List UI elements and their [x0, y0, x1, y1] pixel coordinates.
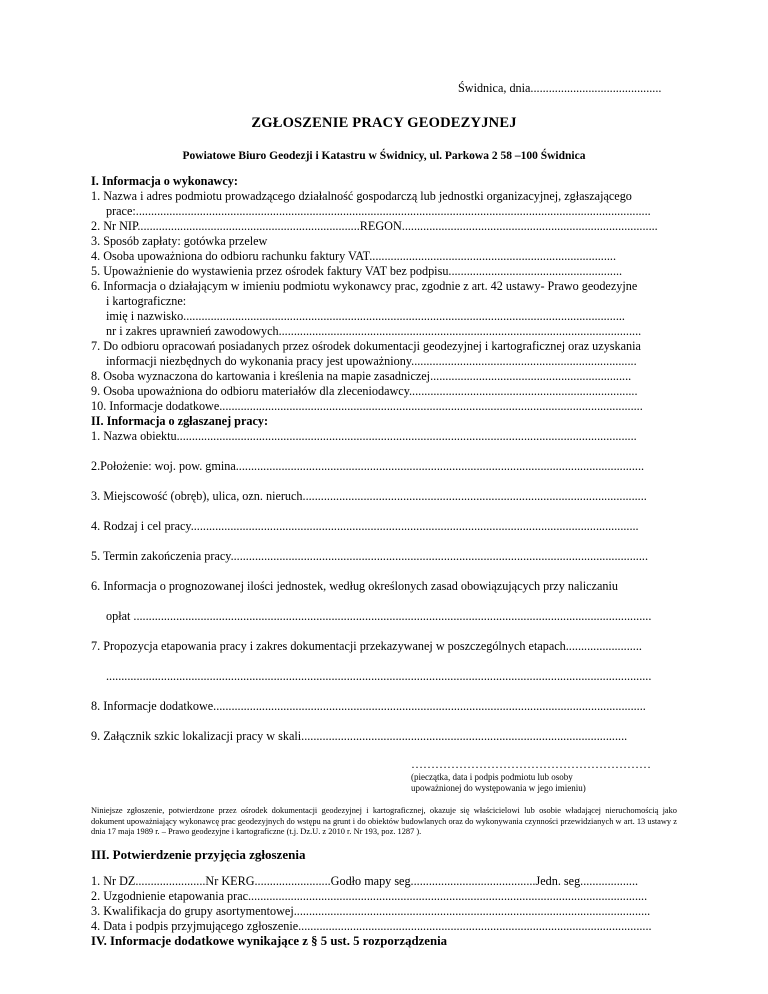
section-1-line: 3. Sposób zapłaty: gotówka przelew [91, 234, 268, 248]
section-2-line: 8. Informacje dodatkowe.............................................................................................................................................. [91, 699, 646, 713]
section-3-line: 2. Uzgodnienie etapowania prac................................................................................................................................... [91, 889, 648, 903]
section-2-line: 9. Załącznik szkic lokalizacji pracy w skali........................................................................................................... [91, 729, 628, 743]
section-1-line: 9. Osoba upoważniona do odbioru materiałów dla zleceniodawcy........................................................................... [91, 384, 638, 398]
section-1-line: 1. Nazwa i adres podmiotu prowadzącego działalność gospodarczą lub jednostki organizacyjnej, zgłaszającego [91, 189, 632, 203]
legal-notice: Niniejsze zgłoszenie, potwierdzone przez ośrodek dokumentacji geodezyjnej i kartograficznej, okazuje się właścicielowi lub osobie władającej nieruchomością jako dokument upoważniający wykonawcę prac geodezyjnych do wstępu na grunt i do obiektów budowlanych oraz do wykonywania czynności przewidzianych w art. 13 ustawy z dnia 17 maja 1989 r. – Prawo geodezyjne i kartograficzne (t.j. Dz.U. z 2010 r. Nr 193, poz. 1287 ). [91, 806, 677, 837]
section-1-line: i kartograficzne: [106, 294, 187, 308]
document-subtitle: Powiatowe Biuro Geodezji i Katastru w Świdnicy, ul. Parkowa 2 58 –100 Świdnica [182, 150, 586, 162]
section-1-line: informacji niezbędnych do wykonania pracy jest upoważniony.......................................................................... [106, 354, 637, 368]
section-1-line: 8. Osoba wyznaczona do kartowania i kreślenia na mapie zasadniczej.................................................................. [91, 369, 632, 383]
signature-caption: upoważnionej do występowania w jego imieniu) [411, 783, 586, 793]
section-2-heading: II. Informacja o zgłaszanej pracy: [91, 414, 269, 428]
section-3-line: 3. Kwalifikacja do grupy asortymentowej..................................................................................................................... [91, 904, 651, 918]
section-2-line: opłat .......................................................................................................................................................................... [106, 609, 652, 623]
section-1-line: 6. Informacja o działającym w imieniu podmiotu wykonawcy prac, zgodnie z art. 42 ustawy- Prawo geodezyjne [91, 279, 638, 293]
signature-caption: (pieczątka, data i podpis podmiotu lub osoby [411, 772, 573, 782]
section-1-line: 7. Do odbioru opracowań posiadanych przez ośrodek dokumentacji geodezyjnej i kartograficznej oraz uzyskania [91, 339, 641, 353]
section-1-line: nr i zakres uprawnień zawodowych....................................................................................................................... [106, 324, 642, 338]
section-1-heading: I. Informacja o wykonawcy: [91, 174, 238, 188]
section-1-line: imię i nazwisko................................................................................................................................................. [106, 309, 625, 323]
section-2-line: 2.Położenie: woj. pow. gmina...................................................................................................................................... [91, 459, 645, 473]
section-2-line: 5. Termin zakończenia pracy......................................................................................................................................... [91, 549, 648, 563]
section-3-line: 4. Data i podpis przyjmującego zgłoszenie.................................................................................................................... [91, 919, 652, 933]
section-2-line: 6. Informacja o prognozowanej ilości jednostek, według określonych zasad obowiązujących przy naliczaniu [91, 579, 618, 593]
signature-line: …………………………………………………… [411, 757, 651, 771]
section-3-line: 1. Nr DZ.......................Nr KERG.........................Godło mapy seg.........................................Jedn. seg................... [91, 874, 639, 888]
section-1-line: 4. Osoba upoważniona do odbioru rachunku faktury VAT................................................................................. [91, 249, 617, 263]
section-4-heading: IV. Informacje dodatkowe wynikające z § 5 ust. 5 rozporządzenia [91, 934, 448, 948]
section-2-line: 1. Nazwa obiektu....................................................................................................................................................... [91, 429, 637, 443]
section-1-line: 10. Informacje dodatkowe........................................................................................................................................... [91, 399, 643, 413]
section-1-line: 2. Nr NIP.........................................................................REGON.................................................................................... [91, 219, 658, 233]
section-1-line: 5. Upoważnienie do wystawienia przez ośrodek faktury VAT bez podpisu......................................................... [91, 264, 623, 278]
place-date-line: Świdnica, dnia........................................... [458, 81, 662, 95]
section-2-line: 7. Propozycja etapowania pracy i zakres dokumentacji przekazywanej w poszczególnych etapach......................... [91, 639, 642, 653]
section-1-line: prace:......................................................................................................................................................................... [106, 204, 651, 218]
section-3-heading: III. Potwierdzenie przyjęcia zgłoszenia [91, 847, 306, 862]
document-title: ZGŁOSZENIE PRACY GEODEZYJNEJ [251, 115, 517, 131]
section-2-line: ................................................................................................................................................................................... [106, 669, 652, 683]
section-2-line: 4. Rodzaj i cel pracy................................................................................................................................................... [91, 519, 639, 533]
section-2-line: 3. Miejscowość (obręb), ulica, ozn. nieruch................................................................................................................. [91, 489, 647, 503]
